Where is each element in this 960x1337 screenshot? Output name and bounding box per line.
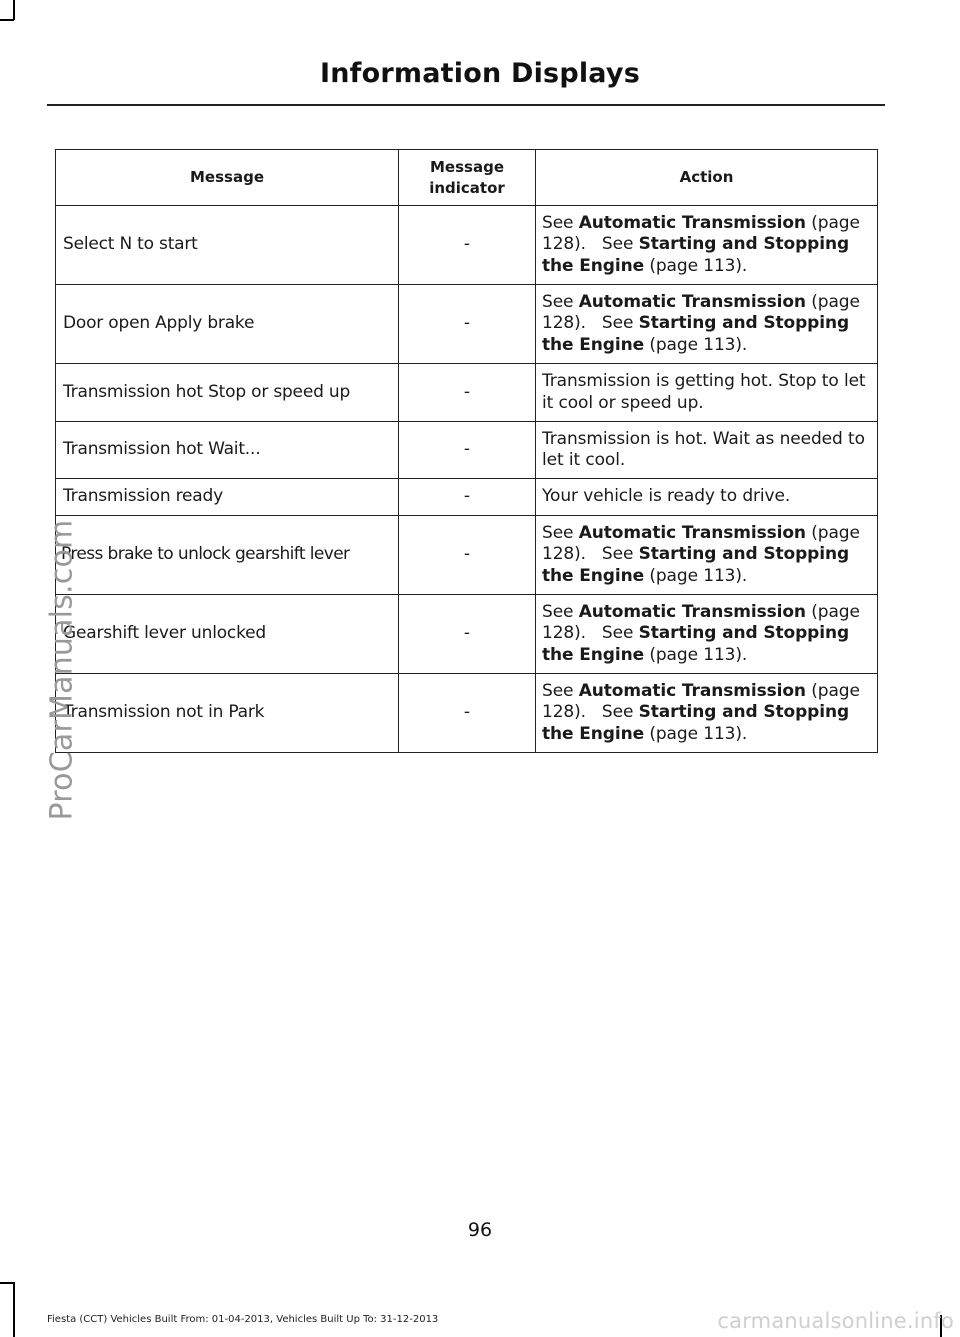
column-header-message: Message <box>56 150 399 206</box>
table-row <box>56 285 878 364</box>
indicator-cell: - <box>399 516 536 595</box>
action-cell <box>536 206 878 285</box>
action-cell: Transmission is getting hot. Stop to let it cool or speed up. <box>536 364 878 422</box>
page-ref: (page 128). <box>542 601 860 644</box>
action-cell <box>536 285 878 364</box>
column-header-indicator: Message indicator <box>399 150 536 206</box>
link-automatic-transmission[interactable]: Automatic Transmission <box>578 291 806 312</box>
table-row <box>56 479 878 516</box>
message-cell: Select N to start <box>56 206 399 285</box>
see-text: See <box>601 702 639 723</box>
action-cell <box>536 674 878 753</box>
table-row <box>56 206 878 285</box>
page-ref: (page 113). <box>644 723 748 744</box>
indicator-cell: - <box>399 479 536 516</box>
link-automatic-transmission[interactable]: Automatic Transmission <box>578 601 806 622</box>
indicator-cell: - <box>399 674 536 753</box>
link-starting-stopping-engine[interactable]: Starting and Stopping the Engine <box>542 234 850 276</box>
indicator-cell: - <box>399 595 536 674</box>
message-cell: Gearshift lever unlocked <box>56 595 399 674</box>
table-row <box>56 364 878 422</box>
messages-table <box>55 149 878 753</box>
see-text: See <box>542 291 579 312</box>
header-rule <box>47 104 885 106</box>
message-cell: Press brake to unlock gearshift lever <box>56 516 399 595</box>
table-row <box>56 595 878 674</box>
link-starting-stopping-engine[interactable]: Starting and Stopping the Engine <box>542 623 850 665</box>
action-cell: Transmission is hot. Wait as needed to let it cool. <box>536 422 878 479</box>
see-text: See <box>542 212 579 233</box>
footer-text: Fiesta (CCT) Vehicles Built From: 01-04-2013, Vehicles Built Up To: 31-12-2013 <box>47 1314 439 1325</box>
page-title: Information Displays <box>320 58 640 89</box>
see-text: See <box>601 623 639 644</box>
link-starting-stopping-engine[interactable]: Starting and Stopping the Engine <box>542 544 850 586</box>
message-cell: Transmission ready <box>56 479 399 516</box>
link-starting-stopping-engine[interactable]: Starting and Stopping the Engine <box>542 313 850 355</box>
crop-mark <box>13 0 15 20</box>
site-watermark: carmanualsonline.info <box>717 1309 954 1333</box>
crop-mark <box>0 19 14 21</box>
column-header-action: Action <box>536 150 878 206</box>
action-cell <box>536 595 878 674</box>
see-text: See <box>542 601 579 622</box>
page-ref: (page 113). <box>644 565 748 586</box>
see-text: See <box>601 544 639 565</box>
link-automatic-transmission[interactable]: Automatic Transmission <box>578 522 806 543</box>
side-watermark: ProCarManuals.com <box>44 519 80 821</box>
see-text: See <box>542 680 579 701</box>
see-text: See <box>601 313 639 334</box>
table-row <box>56 516 878 595</box>
table-header-row <box>56 150 878 206</box>
page-ref: (page 128). <box>542 291 860 334</box>
link-automatic-transmission[interactable]: Automatic Transmission <box>578 680 806 701</box>
message-cell: Door open Apply brake <box>56 285 399 364</box>
action-cell: Your vehicle is ready to drive. <box>536 479 878 516</box>
page-number: 96 <box>467 1219 493 1241</box>
see-text: See <box>542 522 579 543</box>
message-cell: Transmission hot Wait... <box>56 422 399 479</box>
message-cell: Transmission not in Park <box>56 674 399 753</box>
page-ref: (page 128). <box>542 522 860 565</box>
page-ref: (page 113). <box>644 334 748 355</box>
page-ref: (page 128). <box>542 212 860 255</box>
page-ref: (page 128). <box>542 680 860 723</box>
link-automatic-transmission[interactable]: Automatic Transmission <box>578 212 806 233</box>
action-cell <box>536 516 878 595</box>
message-cell: Transmission hot Stop or speed up <box>56 364 399 422</box>
table-row <box>56 674 878 753</box>
crop-mark <box>13 1282 15 1337</box>
table-row <box>56 422 878 479</box>
indicator-cell: - <box>399 422 536 479</box>
see-text: See <box>601 234 639 255</box>
indicator-cell: - <box>399 364 536 422</box>
page-ref: (page 113). <box>644 644 748 665</box>
link-starting-stopping-engine[interactable]: Starting and Stopping the Engine <box>542 702 850 744</box>
page-ref: (page 113). <box>644 255 748 276</box>
indicator-cell: - <box>399 285 536 364</box>
crop-mark <box>0 1282 14 1284</box>
indicator-cell: - <box>399 206 536 285</box>
